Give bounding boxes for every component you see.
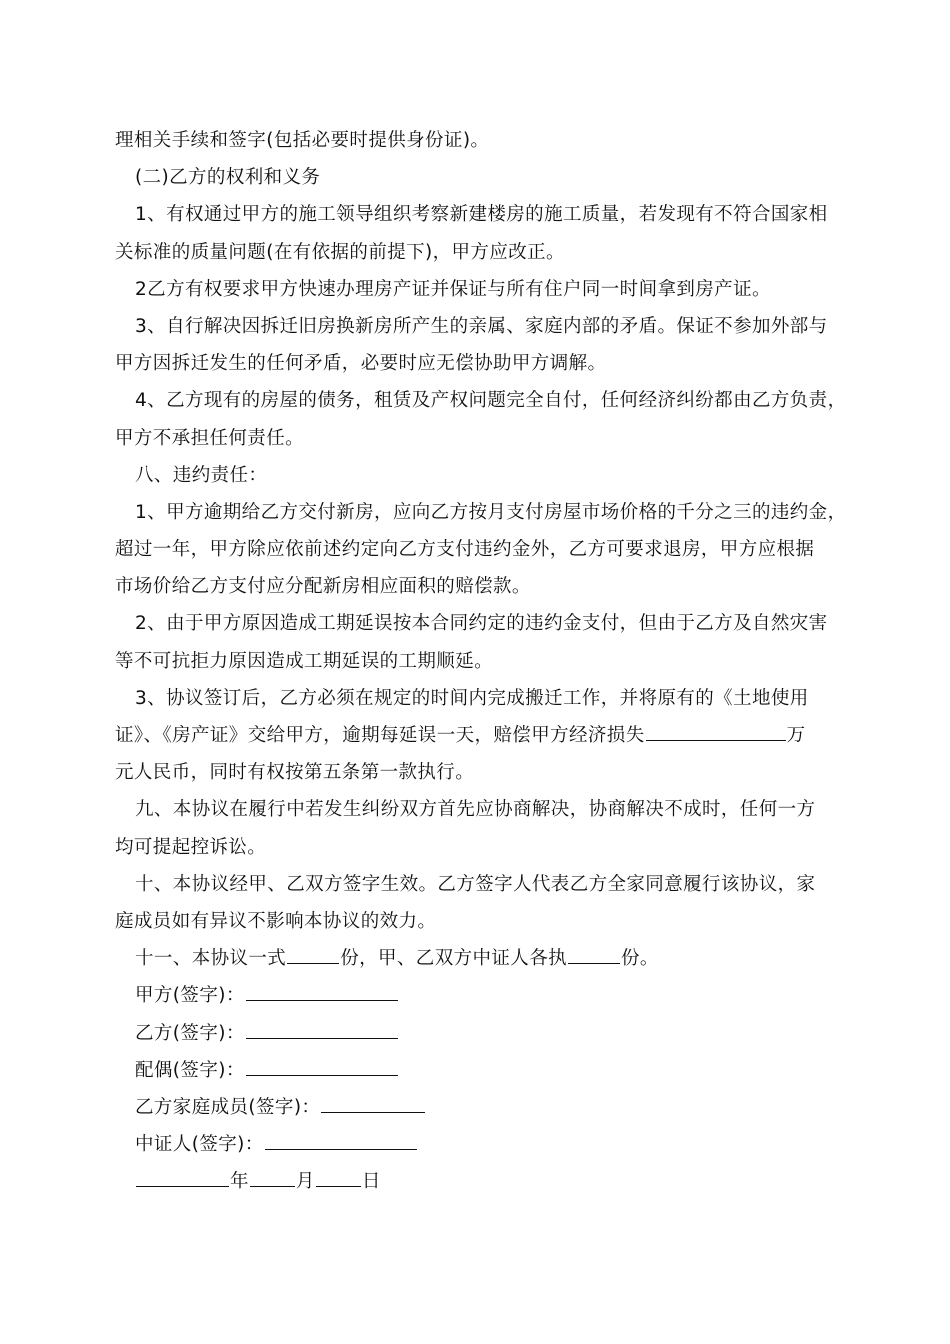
amount-blank[interactable] bbox=[646, 721, 786, 741]
copies-blank[interactable] bbox=[287, 944, 339, 964]
signature-label: 配偶(签字)： bbox=[135, 1059, 245, 1081]
text-segment: 份。 bbox=[621, 948, 659, 970]
signature-blank[interactable] bbox=[246, 1056, 398, 1076]
text-line: 3、协议签订后，乙方必须在规定的时间内完成搬迁工作，并将原有的《土地使用 bbox=[135, 687, 809, 709]
signature-party-b bbox=[115, 1015, 840, 1052]
month-blank[interactable] bbox=[250, 1167, 295, 1187]
text-line: 3、自行解决因拆迁旧房换新房所产生的亲属、家庭内部的矛盾。保证不参加外部与 bbox=[135, 315, 828, 337]
signature-blank[interactable] bbox=[246, 1019, 398, 1039]
section-heading: 八、违约责任： bbox=[135, 464, 268, 486]
text-line: 4、乙方现有的房屋的债务，租赁及产权问题完全自付，任何经济纠纷都由乙方负责， bbox=[135, 390, 847, 412]
text-line: 均可提起控诉讼。 bbox=[115, 836, 267, 858]
text-line: 关标准的质量问题(在有依据的前提下)，甲方应改正。 bbox=[115, 241, 565, 263]
text-segment: 万 bbox=[786, 725, 806, 746]
month-label: 月 bbox=[295, 1171, 315, 1193]
text-line: 九、本协议在履行中若发生纠纷双方首先应协商解决，协商解决不成时，任何一方 bbox=[135, 799, 816, 821]
text-line bbox=[115, 940, 840, 977]
signature-date bbox=[115, 1163, 840, 1200]
text-line: 超过一年，甲方除应依前述约定向乙方支付违约金外，乙方可要求退房，甲方应根据 bbox=[115, 539, 815, 561]
text-line: 十、本协议经甲、乙双方签字生效。乙方签字人代表乙方全家同意履行该协议，家 bbox=[135, 873, 816, 895]
day-label: 日 bbox=[361, 1171, 381, 1193]
day-blank[interactable] bbox=[316, 1167, 361, 1187]
year-label: 年 bbox=[230, 1171, 249, 1193]
signature-party-a bbox=[115, 977, 840, 1014]
text-line: 甲方不承担任何责任。 bbox=[115, 427, 305, 449]
signature-label: 中证人(签字)： bbox=[135, 1134, 264, 1156]
signature-spouse bbox=[115, 1052, 840, 1089]
text-segment: 十一、本协议一式 bbox=[135, 948, 287, 970]
signature-blank[interactable] bbox=[246, 981, 398, 1001]
signature-blank[interactable] bbox=[321, 1093, 425, 1113]
text-line: 等不可抗拒力原因造成工期延误的工期顺延。 bbox=[115, 650, 494, 672]
text-line: 元人民币，同时有权按第五条第一款执行。 bbox=[115, 762, 475, 784]
text-segment: 份，甲、乙双方中证人各执 bbox=[340, 948, 568, 970]
text-line: 1、有权通过甲方的施工领导组织考察新建楼房的施工质量，若发现有不符合国家相 bbox=[135, 204, 828, 226]
document-page bbox=[115, 122, 847, 1200]
signature-family bbox=[115, 1089, 840, 1126]
text-line: 1、甲方逾期给乙方交付新房，应向乙方按月支付房屋市场价格的千分之三的违约金， bbox=[135, 501, 847, 523]
text-line: 庭成员如有异议不影响本协议的效力。 bbox=[115, 910, 437, 932]
text-line: 市场价给乙方支付应分配新房相应面积的赔偿款。 bbox=[115, 576, 531, 598]
text-segment: 证》、《房产证》交给甲方，逾期每延误一天，赔偿甲方经济损失 bbox=[115, 725, 645, 746]
each-copies-blank[interactable] bbox=[568, 944, 620, 964]
text-line: 2乙方有权要求甲方快速办理房产证并保证与所有住户同一时间拿到房产证。 bbox=[135, 278, 771, 300]
signature-label: 乙方(签字)： bbox=[135, 1022, 245, 1044]
signature-blank[interactable] bbox=[265, 1130, 417, 1150]
signature-witness bbox=[115, 1126, 840, 1163]
text-line: 2、由于甲方原因造成工期延误按本合同约定的违约金支付，但由于乙方及自然灾害 bbox=[135, 613, 828, 635]
text-line bbox=[115, 717, 840, 754]
signature-label: 乙方家庭成员(签字)： bbox=[135, 1096, 321, 1118]
text-line: 甲方因拆迁发生的任何矛盾，必要时应无偿协助甲方调解。 bbox=[115, 353, 607, 375]
year-blank[interactable] bbox=[136, 1167, 229, 1187]
signature-label: 甲方(签字)： bbox=[135, 985, 245, 1007]
section-heading: (二)乙方的权利和义务 bbox=[135, 167, 321, 189]
text-line: 理相关手续和签字(包括必要时提供身份证)。 bbox=[115, 130, 490, 151]
